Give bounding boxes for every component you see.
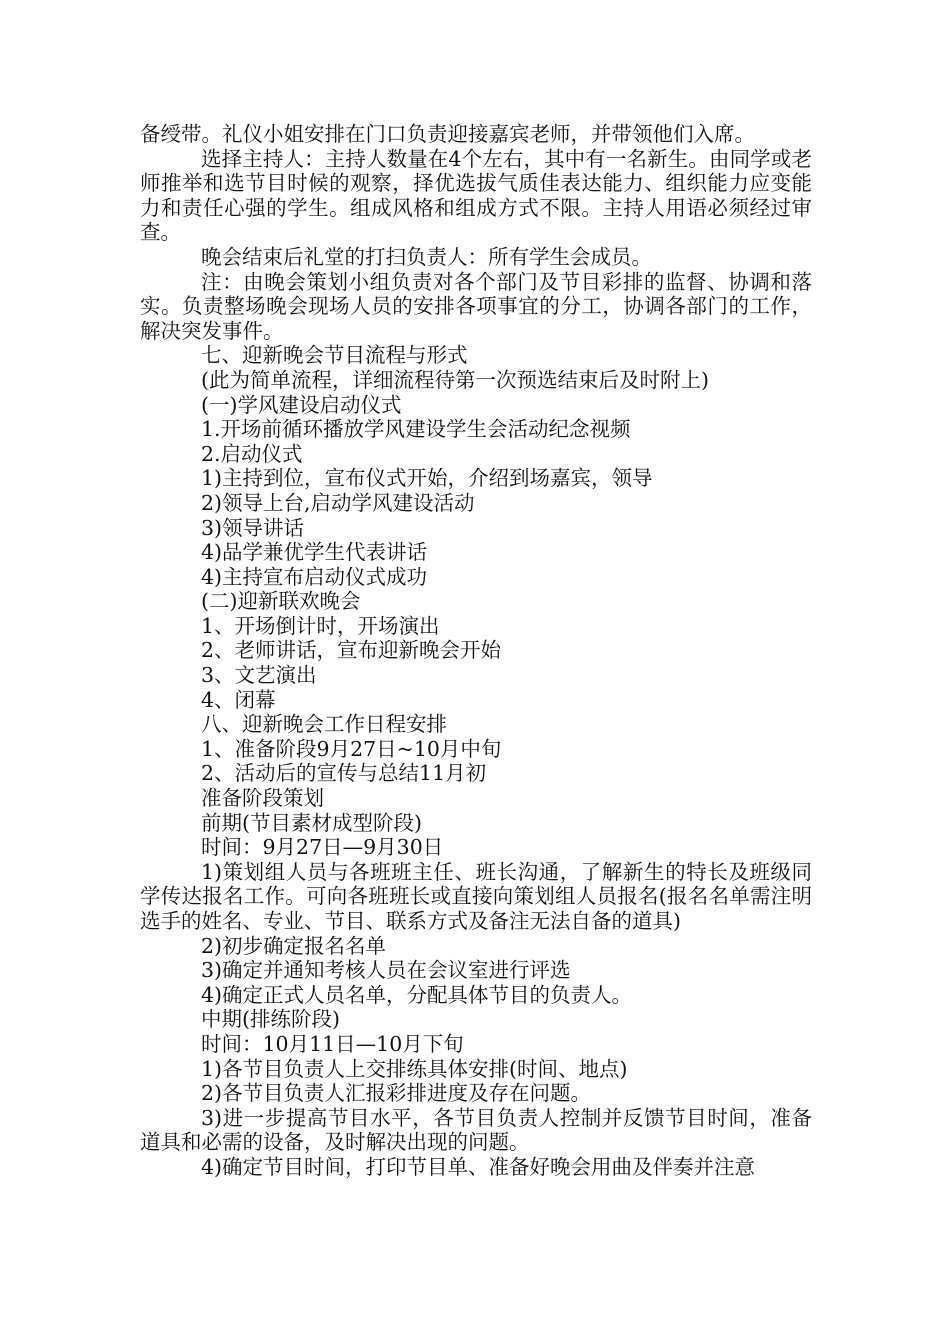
paragraph: 晚会结束后礼堂的打扫负责人：所有学生会成员。 [201, 244, 652, 269]
paragraph: 1)主持到位，宣布仪式开始，介绍到场嘉宾，领导 [201, 466, 653, 491]
paragraph: 八、迎新晚会工作日程安排 [201, 712, 447, 737]
paragraph: 准备阶段策划 [201, 786, 324, 811]
paragraph: 2.启动仪式 [201, 441, 303, 466]
paragraph: 时间：9月27日—9月30日 [201, 835, 444, 860]
paragraph: 选择主持人：主持人数量在4个左右，其中有一名新生。由同学或老师推举和选节目时候的观察，择优选拔气质佳表达能力、组织能力应变能力和责任心强的学生。组成风格和组成方式不限。主持人用语必须经过审查。 [140, 146, 812, 245]
paragraph: 1)策划组人员与各班班主任、班长沟通，了解新生的特长及班级同学传达报名工作。可向各班班长或直接向策划组人员报名(报名名单需注明选手的姓名、专业、节目、联系方式及备注无法自备的道具) [140, 859, 812, 933]
paragraph: 4、闭幕 [201, 687, 276, 712]
paragraph: 备绶带。礼仪小姐安排在门口负责迎接嘉宾老师，并带领他们入席。 [140, 122, 755, 146]
paragraph: 3)领导讲话 [201, 515, 305, 540]
paragraph: 3、文艺演出 [201, 663, 317, 688]
paragraph: 注：由晚会策划小组负责对各个部门及节目彩排的监督、协调和落实。负责整场晚会现场人员的安排各项事宜的分工，协调各部门的工作，解决突发事件。 [140, 269, 812, 343]
paragraph: 1.开场前循环播放学风建设学生会活动纪念视频 [201, 417, 631, 442]
paragraph: 中期(排练阶段) [201, 1007, 340, 1032]
paragraph: 2)领导上台,启动学风建设活动 [201, 490, 475, 515]
paragraph: (一)学风建设启动仪式 [201, 392, 402, 417]
paragraph: 3)确定并通知考核人员在会议室进行评选 [201, 958, 571, 983]
paragraph: 2、老师讲话，宣布迎新晚会开始 [201, 638, 502, 663]
paragraph: 2、活动后的宣传与总结11月初 [201, 761, 487, 786]
paragraph: 1、准备阶段9月27日~10月中旬 [201, 736, 502, 761]
paragraph: (二)迎新联欢晚会 [201, 589, 361, 614]
paragraph: 七、迎新晚会节目流程与形式 [201, 343, 468, 368]
document-page [140, 122, 812, 1180]
paragraph: 4)主持宣布启动仪式成功 [201, 564, 428, 589]
paragraph: 2)初步确定报名名单 [201, 933, 387, 958]
paragraph: 4)品学兼优学生代表讲话 [201, 540, 428, 565]
paragraph: 3)进一步提高节目水平，各节目负责人控制并反馈节目时间，准备道具和必需的设备，及时解决出现的问题。 [140, 1105, 812, 1155]
paragraph: 4)确定正式人员名单，分配具体节目的负责人。 [201, 982, 633, 1007]
paragraph: 2)各节目负责人汇报彩排进度及存在问题。 [201, 1081, 592, 1106]
paragraph: 1、开场倒计时，开场演出 [201, 613, 440, 638]
paragraph: 4)确定节目时间，打印节目单、准备好晚会用曲及伴奏并注意 [201, 1154, 756, 1179]
paragraph: 时间：10月11日—10月下旬 [201, 1031, 464, 1056]
paragraph: 1)各节目负责人上交排练具体安排(时间、地点) [201, 1056, 628, 1081]
paragraph: (此为简单流程，详细流程待第一次预选结束后及时附上) [201, 367, 709, 392]
paragraph: 前期(节目素材成型阶段) [201, 810, 422, 835]
